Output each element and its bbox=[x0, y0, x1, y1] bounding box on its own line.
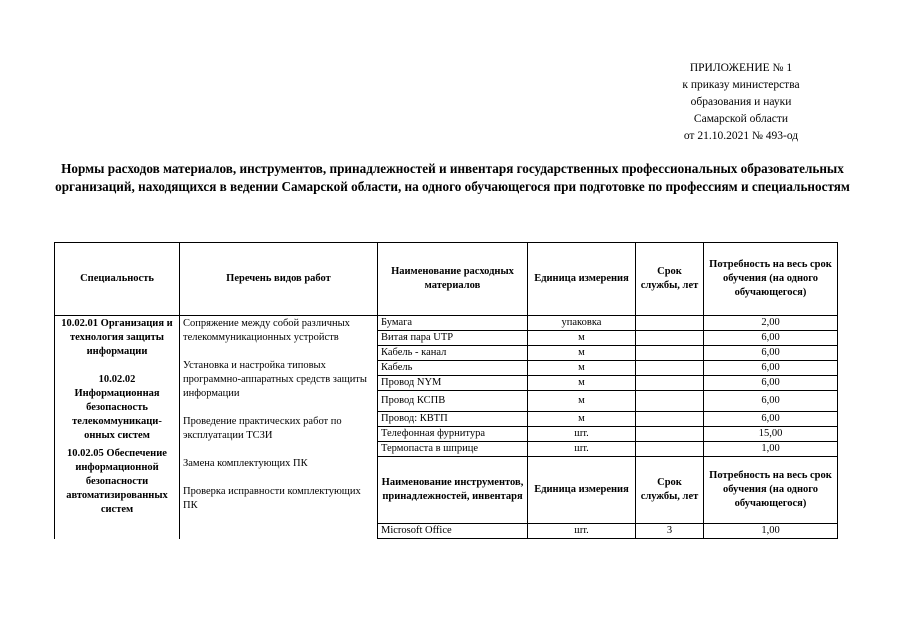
table-row bbox=[55, 316, 838, 331]
material-unit: шт. bbox=[528, 442, 636, 457]
material-name: Термопаста в шприце bbox=[378, 442, 528, 457]
tool-need: 1,00 bbox=[704, 524, 838, 539]
material-need: 6,00 bbox=[704, 331, 838, 346]
tool-term: 3 bbox=[636, 524, 704, 539]
appendix-line: от 21.10.2021 № 493-од bbox=[683, 130, 799, 142]
work-item: Установка и настройка типовых программно-аппаратных средств защиты информации bbox=[183, 360, 367, 399]
header-material: Наименование расходных материалов bbox=[378, 243, 528, 316]
appendix-line: Самарской области bbox=[693, 113, 789, 125]
material-need: 15,00 bbox=[704, 427, 838, 442]
appendix-block bbox=[641, 60, 841, 145]
appendix-line: к приказу министерства bbox=[682, 79, 800, 91]
document-title: Нормы расходов материалов, инструментов, принадлежностей и инвентаря государственных профессиональных образовательных организаций, находящихся в ведении Самарской области, на одного обучающегося при подготовке по профессиям и специальностям bbox=[55, 161, 850, 194]
material-need: 6,00 bbox=[704, 412, 838, 427]
material-name: Провод NYM bbox=[378, 376, 528, 391]
material-name: Провод КСПВ bbox=[378, 391, 528, 412]
norms-table bbox=[54, 242, 838, 539]
material-term bbox=[636, 427, 704, 442]
material-unit: м bbox=[528, 376, 636, 391]
work-item: Замена комплектующих ПК bbox=[183, 458, 308, 469]
material-need: 6,00 bbox=[704, 361, 838, 376]
material-term bbox=[636, 331, 704, 346]
material-unit: м bbox=[528, 346, 636, 361]
material-term bbox=[636, 316, 704, 331]
tool-unit: шт. bbox=[528, 524, 636, 539]
material-name: Телефонная фурнитура bbox=[378, 427, 528, 442]
works-cell bbox=[180, 316, 378, 539]
specialty-name: 10.02.05 Обеспечение информационной безопасности автоматизированных систем bbox=[66, 448, 168, 515]
header-unit: Единица измерения bbox=[528, 243, 636, 316]
tools-header-need: Потребность на весь срок обучения (на одного обучающегося) bbox=[704, 457, 838, 524]
material-need: 6,00 bbox=[704, 391, 838, 412]
material-name: Витая пара UTP bbox=[378, 331, 528, 346]
material-unit: м bbox=[528, 412, 636, 427]
material-term bbox=[636, 361, 704, 376]
appendix-line: образования и науки bbox=[690, 96, 792, 108]
header-specialty: Специальность bbox=[55, 243, 180, 316]
material-need: 2,00 bbox=[704, 316, 838, 331]
header-works: Перечень видов работ bbox=[180, 243, 378, 316]
material-unit: м bbox=[528, 331, 636, 346]
material-need: 6,00 bbox=[704, 346, 838, 361]
specialty-name: 10.02.02 Информационная безопасность телекоммуникаци-онных систем bbox=[72, 374, 162, 441]
material-need: 6,00 bbox=[704, 376, 838, 391]
material-term bbox=[636, 442, 704, 457]
appendix-line: ПРИЛОЖЕНИЕ № 1 bbox=[689, 62, 793, 74]
material-term bbox=[636, 376, 704, 391]
work-item: Проведение практических работ по эксплуатации ТСЗИ bbox=[183, 416, 342, 441]
material-term bbox=[636, 346, 704, 361]
tools-header-name: Наименование инструментов, принадлежностей, инвентаря bbox=[378, 457, 528, 524]
work-item: Проверка исправности комплектующих ПК bbox=[183, 486, 361, 511]
material-term bbox=[636, 412, 704, 427]
material-unit: шт. bbox=[528, 427, 636, 442]
tools-header-unit: Единица измерения bbox=[528, 457, 636, 524]
material-name: Провод: КВТП bbox=[378, 412, 528, 427]
material-unit: м bbox=[528, 361, 636, 376]
material-unit: упаковка bbox=[528, 316, 636, 331]
material-name: Кабель - канал bbox=[378, 346, 528, 361]
specialty-cell bbox=[55, 316, 180, 539]
material-need: 1,00 bbox=[704, 442, 838, 457]
header-term: Срок службы, лет bbox=[636, 243, 704, 316]
tool-name: Microsoft Office bbox=[378, 524, 528, 539]
specialty-name: 10.02.01 Организация и технология защиты информации bbox=[61, 318, 173, 357]
material-name: Бумага bbox=[378, 316, 528, 331]
material-unit: м bbox=[528, 391, 636, 412]
tools-header-term: Срок службы, лет bbox=[636, 457, 704, 524]
material-term bbox=[636, 391, 704, 412]
table-header-row bbox=[55, 243, 838, 316]
work-item: Сопряжение между собой различных телекоммуникационных устройств bbox=[183, 318, 350, 343]
header-need: Потребность на весь срок обучения (на одного обучающегося) bbox=[704, 243, 838, 316]
material-name: Кабель bbox=[378, 361, 528, 376]
